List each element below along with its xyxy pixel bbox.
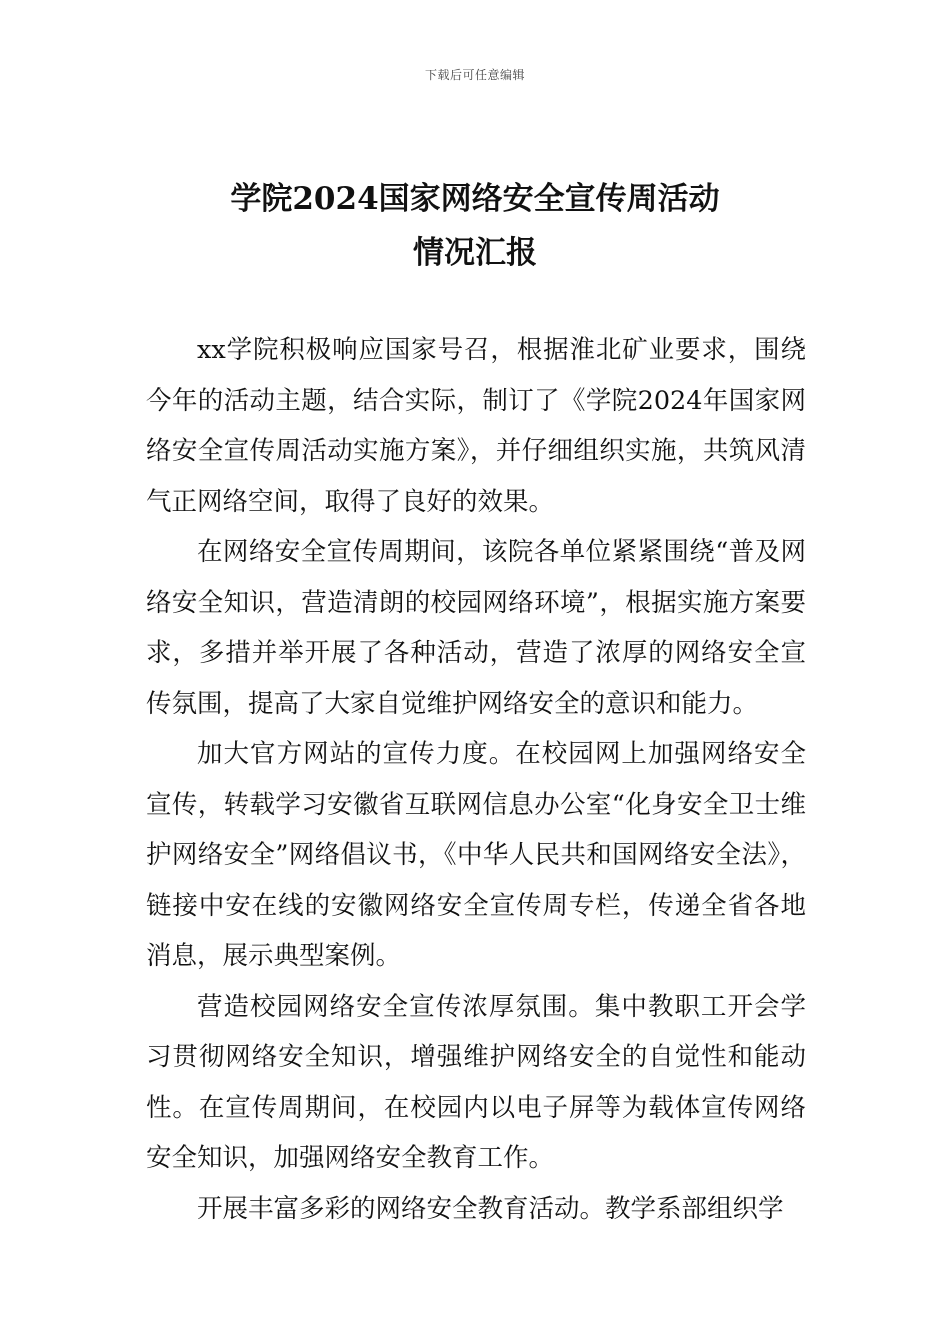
paragraph-2: 在网络安全宣传周期间，该院各单位紧紧围绕“普及网络安全知识，营造清朗的校园网络环境”，根据实施方案要求，多措并举开展了各种活动，营造了浓厚的网络安全宣传氛围，提高了大家自觉维护网络安全的意识和能力。 bbox=[146, 537, 806, 719]
paragraph-4: 营造校园网络安全宣传浓厚氛围。集中教职工开会学习贯彻网络安全知识，增强维护网络安全的自觉性和能动性。在宣传周期间，在校园内以电子屏等为载体宣传网络安全知识，加强网络安全教育工作。 bbox=[146, 991, 806, 1173]
document-body bbox=[146, 325, 806, 1234]
paragraph-5: 开展丰富多彩的网络安全教育活动。教学系部组织学 bbox=[197, 1193, 784, 1224]
paragraph-1: xx学院积极响应国家号召，根据淮北矿业要求，围绕今年的活动主题，结合实际，制订了《学院2024年国家网络安全宣传周活动实施方案》，并仔细组织实施，共筑风清气正网络空间，取得了良好的效果。 bbox=[146, 335, 806, 517]
header-note: 下载后可任意编辑 bbox=[424, 68, 525, 82]
document-title bbox=[0, 172, 950, 280]
title-line-1: 学院2024国家网络安全宣传周活动 bbox=[230, 181, 720, 217]
title-line-2: 情况汇报 bbox=[413, 235, 537, 271]
paragraph-3: 加大官方网站的宣传力度。在校园网上加强网络安全宣传，转载学习安徽省互联网信息办公室“化身安全卫士维护网络安全”网络倡议书，《中华人民共和国网络安全法》，链接中安在线的安徽网络安全宣传周专栏，传递全省各地消息，展示典型案例。 bbox=[146, 739, 806, 971]
